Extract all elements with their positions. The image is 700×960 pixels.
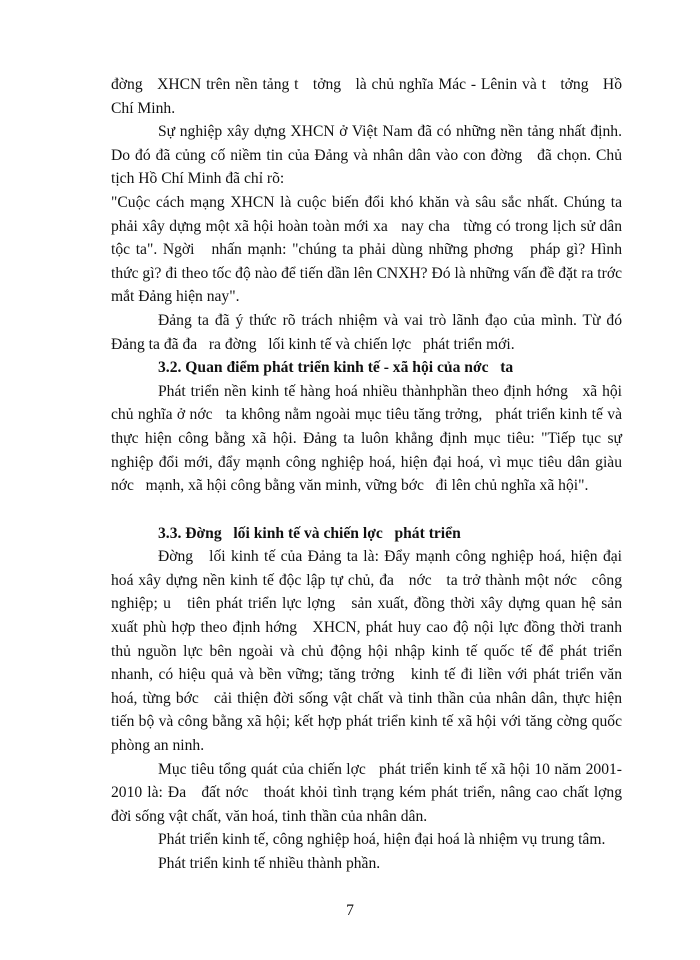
page-number: 7 <box>346 902 354 919</box>
heading-3-2: 3.2. Quan điểm phát triển kinh tế - xã hội của nớc ta <box>158 359 514 377</box>
paragraph-multi-sector-economy: Phát triển nền kinh tế hàng hoá nhiều thànhphần theo định hớng xã hội chủ nghĩa ở nớc ta không nằm ngoài mục tiêu tăng trởng, phát triển kinh tế và thực hiện công bằng xã hội. Đảng ta luôn khẳng định mục tiêu: "Tiếp tục sự nghiệp đổi mới, đẩy mạnh công nghiệp hoá, hiện đại hoá, vì mục tiêu dân giàu nớc mạnh, xã hội công bằng văn minh, vững bớc đi lên chủ nghĩa xã hội". <box>111 382 626 495</box>
paragraph-quote: "Cuộc cách mạng XHCN là cuộc biến đổi khó khăn và sâu sắc nhất. Chúng ta phải xây dựng một xã hội hoàn toàn mới xa nay cha từng có trong lịch sử dân tộc ta". Ngời nhấn mạnh: "chúng ta phải dùng những phơng pháp gì? Hình thức gì? đi theo tốc độ nào để tiến dần lên CNXH? Đó là những vấn đề đặt ra trớc mắt Đảng hiện nay". <box>111 193 634 306</box>
paragraph-economic-line: Đờng lối kinh tế của Đảng ta là: Đẩy mạnh công nghiệp hoá, hiện đại hoá xây dựng nền kinh tế độc lập tự chủ, đa nớc ta trở thành một nớc công nghiệp; u tiên phát triển lực lợng sản xuất, đồng thời xây dựng quan hệ sản xuất phù hợp theo định hớng XHCN, phát huy cao độ nội lực đồng thời tranh thủ nguồn lực bên ngoài và chủ động hội nhập kinh tế quốc tế để phát triển nhanh, có hiệu quả và bền vững; tăng trởng kinh tế đi liền với phát triển văn hoá, từng bớc cải thiện đời sống vật chất và tinh thần của nhân dân, thực hiện tiến bộ và công bằng xã hội; kết hợp phát triển kinh tế xã hội với tăng cờng quốc phòng an ninh. <box>111 548 626 755</box>
paragraph-central-task: Phát triển kinh tế, công nghiệp hoá, hiện đại hoá là nhiệm vụ trung tâm. <box>158 831 606 849</box>
paragraph-foundations: Sự nghiệp xây dựng XHCN ở Việt Nam đã có những nền tảng nhất định. Do đó đã củng cố niềm tin của Đảng và nhân dân vào con đờng đã chọn. Chủ tịch Hồ Chí Minh đã chỉ rõ: <box>111 123 626 188</box>
paragraph-continuation: đờng XHCN trên nền tảng t tởng là chủ nghĩa Mác - Lênin và t tởng Hồ Chí Minh. <box>111 76 626 117</box>
heading-3-3: 3.3. Đờng lối kinh tế và chiến lợc phát triển <box>158 524 461 542</box>
section-gap <box>111 498 622 522</box>
paragraph-party-awareness: Đảng ta đã ý thức rõ trách nhiệm và vai trò lãnh đạo của mình. Từ đó Đảng ta đã đa ra đờng lối kinh tế và chiến lợc phát triển mới. <box>111 311 626 353</box>
paragraph-general-objective: Mục tiêu tổng quát của chiến lợc phát triển kinh tế xã hội 10 năm 2001-2010 là: Đa đất nớc thoát khỏi tình trạng kém phát triển, nâng cao chất lợng đời sống vật chất, văn hoá, tinh thần của nhân dân. <box>111 760 634 825</box>
paragraph-multi-sector: Phát triển kinh tế nhiều thành phần. <box>158 855 381 872</box>
